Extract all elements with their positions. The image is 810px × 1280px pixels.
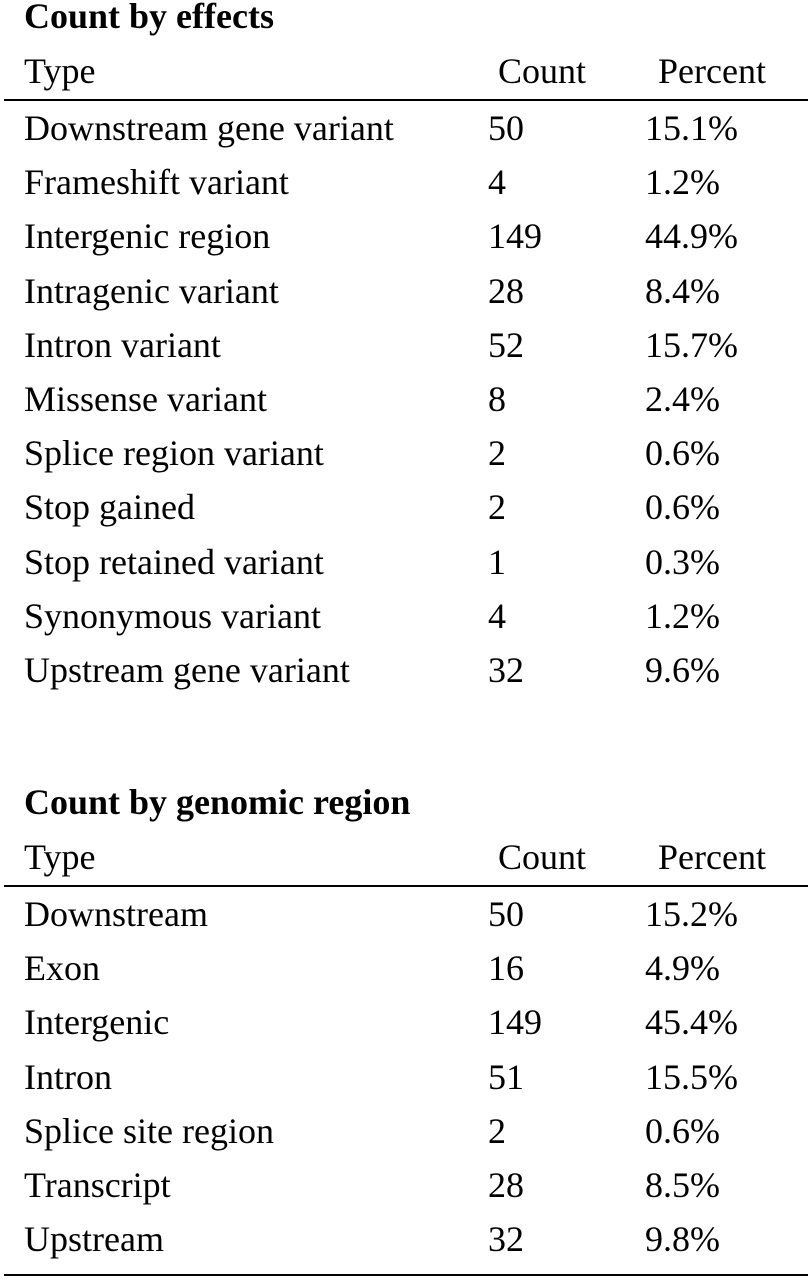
table-row (0, 941, 810, 995)
cell-type: Upstream gene variant (24, 650, 350, 690)
cell-type: Frameshift variant (24, 162, 289, 203)
table-row (0, 318, 810, 372)
cell-percent: 45.4% (645, 1002, 738, 1043)
table-row (0, 1158, 810, 1212)
cell-percent: 9.6% (645, 650, 720, 690)
bottom-rule (4, 1274, 808, 1276)
cell-count: 149 (488, 216, 542, 257)
cell-type: Transcript (24, 1165, 171, 1205)
table-row (0, 101, 810, 155)
table-row (0, 480, 810, 534)
cell-count: 4 (488, 162, 506, 203)
cell-percent: 44.9% (645, 216, 738, 257)
cell-type: Stop gained (24, 487, 195, 528)
cell-count: 4 (488, 595, 506, 636)
cell-percent: 15.7% (645, 324, 738, 365)
cell-percent: 15.2% (645, 894, 738, 934)
cell-type: Intergenic (24, 1002, 170, 1043)
cell-type: Splice region variant (24, 433, 324, 474)
table-row (0, 209, 810, 263)
cell-count: 16 (488, 948, 524, 989)
cell-type: Downstream gene variant (24, 108, 394, 148)
table-row (0, 264, 810, 318)
header-count: Count (498, 837, 587, 877)
table-title: Count by genomic region (24, 782, 411, 822)
header-percent: Percent (658, 51, 766, 91)
cell-percent: 8.4% (645, 270, 720, 311)
cell-count: 52 (488, 324, 524, 365)
cell-type: Intron variant (24, 324, 221, 365)
cell-type: Upstream (24, 1219, 164, 1260)
cell-percent: 0.6% (645, 433, 720, 474)
cell-count: 2 (488, 1110, 506, 1151)
table-row (0, 1050, 810, 1104)
table-row (0, 372, 810, 426)
cell-type: Downstream (24, 894, 208, 934)
cell-type: Splice site region (24, 1110, 274, 1151)
table-row (0, 643, 810, 697)
cell-count: 1 (488, 541, 506, 582)
table-header-row (0, 830, 810, 884)
cell-percent: 2.4% (645, 379, 720, 419)
cell-percent: 15.5% (645, 1056, 738, 1097)
cell-type: Intron (24, 1056, 112, 1097)
cell-percent: 4.9% (645, 948, 720, 989)
cell-count: 8 (488, 379, 506, 419)
table-row (0, 1212, 810, 1266)
table-title: Count by effects (24, 0, 274, 36)
cell-count: 2 (488, 487, 506, 528)
header-type: Type (24, 51, 96, 91)
table-row (0, 1104, 810, 1158)
table-row (0, 995, 810, 1049)
cell-type: Synonymous variant (24, 595, 321, 636)
cell-percent: 0.6% (645, 1110, 720, 1151)
header-type: Type (24, 837, 96, 877)
cell-type: Missense variant (24, 379, 267, 419)
cell-percent: 1.2% (645, 162, 720, 203)
table-row (0, 887, 810, 941)
cell-percent: 1.2% (645, 595, 720, 636)
cell-type: Intergenic region (24, 216, 271, 257)
cell-percent: 0.3% (645, 541, 720, 582)
cell-percent: 0.6% (645, 487, 720, 528)
cell-count: 50 (488, 894, 524, 934)
cell-count: 32 (488, 1219, 524, 1260)
cell-count: 28 (488, 1165, 524, 1205)
table-row (0, 589, 810, 643)
cell-count: 51 (488, 1056, 524, 1097)
cell-percent: 9.8% (645, 1219, 720, 1260)
cell-type: Intragenic variant (24, 270, 279, 311)
table-row (0, 535, 810, 589)
cell-percent: 15.1% (645, 108, 738, 148)
table-row (0, 155, 810, 209)
cell-count: 32 (488, 650, 524, 690)
cell-percent: 8.5% (645, 1165, 720, 1205)
cell-type: Exon (24, 948, 100, 989)
cell-count: 50 (488, 108, 524, 148)
cell-count: 2 (488, 433, 506, 474)
table-row (0, 426, 810, 480)
cell-type: Stop retained variant (24, 541, 324, 582)
header-percent: Percent (658, 837, 766, 877)
cell-count: 28 (488, 270, 524, 311)
header-count: Count (498, 51, 587, 91)
table-header-row (0, 44, 810, 98)
cell-count: 149 (488, 1002, 542, 1043)
